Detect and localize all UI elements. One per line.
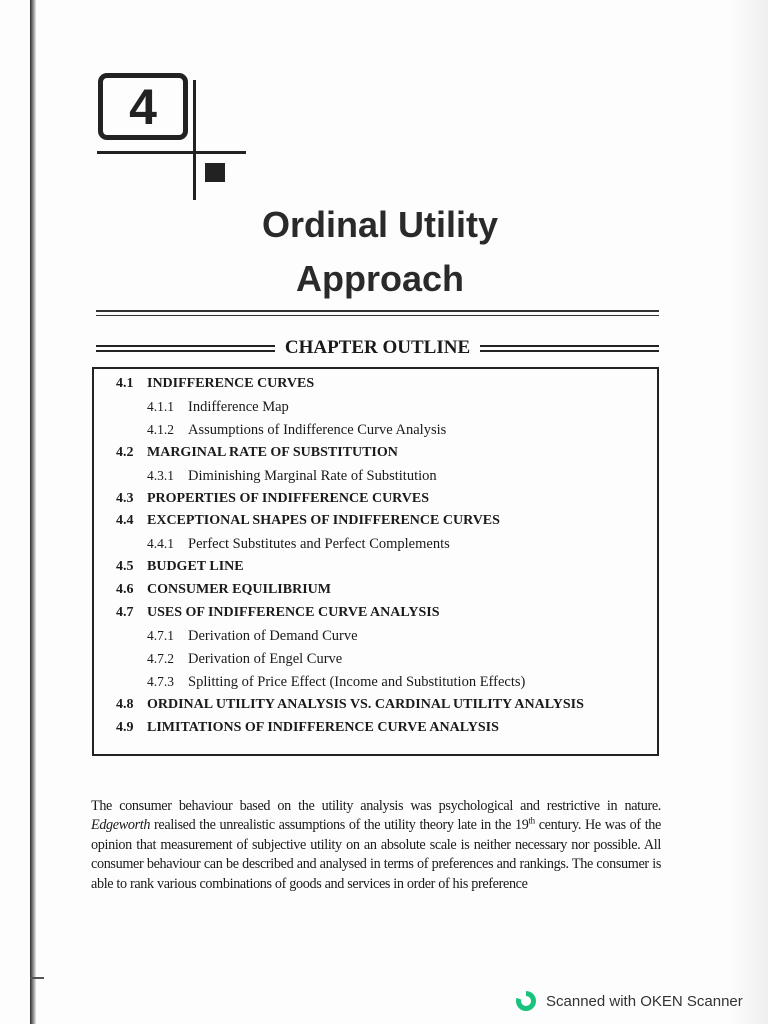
chapter-outline-heading: CHAPTER OUTLINE xyxy=(284,337,471,358)
outline-item-number: 4.5 xyxy=(116,559,134,575)
scan-shadow xyxy=(728,0,768,1024)
outline-subsection-item xyxy=(94,536,654,559)
chapter-mark-square xyxy=(205,163,225,182)
outline-subsection-item xyxy=(94,468,654,491)
outline-item-number: 4.3.1 xyxy=(147,467,174,483)
outline-item-label: LIMITATIONS OF INDIFFERENCE CURVE ANALYSIS xyxy=(147,719,499,735)
century-ordinal-suffix: th xyxy=(528,815,535,826)
header-rule-right xyxy=(480,345,659,352)
outline-item-label: ORDINAL UTILITY ANALYSIS VS. CARDINAL UTILITY ANALYSIS xyxy=(147,696,584,712)
intro-sentence-1: The consumer behaviour based on the utility analysis was psychological and restrictive in nature. xyxy=(91,798,661,814)
outline-item-label: CONSUMER EQUILIBRIUM xyxy=(147,582,331,598)
outline-section-item xyxy=(94,513,654,536)
chapter-title-line-1: Ordinal Utility xyxy=(261,204,499,245)
outline-item-label: INDIFFERENCE CURVES xyxy=(147,376,315,391)
outline-item-number: 4.1.2 xyxy=(147,421,174,437)
scanner-watermark-text: Scanned with OKEN Scanner xyxy=(546,992,743,1010)
chapter-mark-vertical-line xyxy=(193,80,196,200)
outline-item-number: 4.6 xyxy=(116,582,134,598)
outline-item-label: MARGINAL RATE OF SUBSTITUTION xyxy=(147,444,398,460)
chapter-outline-header xyxy=(96,336,659,360)
outline-item-number: 4.1 xyxy=(116,376,134,391)
chapter-number: 4 xyxy=(129,78,157,135)
oken-scanner-logo-icon xyxy=(516,991,536,1011)
outline-section-item xyxy=(94,445,654,468)
outline-item-number: 4.7.3 xyxy=(147,673,174,689)
outline-section-item xyxy=(94,697,654,720)
outline-subsection-item xyxy=(94,422,654,445)
outline-section-item xyxy=(94,720,654,743)
outline-item-number: 4.7.1 xyxy=(147,627,174,643)
outline-item-label: Perfect Substitutes and Perfect Complements xyxy=(188,536,450,553)
header-rule-left xyxy=(96,345,275,352)
outline-item-label: Splitting of Price Effect (Income and Substitution Effects) xyxy=(188,673,526,690)
outline-item-number: 4.9 xyxy=(116,719,134,735)
chapter-title-line-2: Approach xyxy=(295,258,464,299)
outline-item-label: Diminishing Marginal Rate of Substitution xyxy=(188,467,437,484)
scanner-watermark xyxy=(516,990,743,1012)
outline-item-number: 4.8 xyxy=(116,696,134,712)
outline-section-item xyxy=(94,605,654,628)
outline-item-label: USES OF INDIFFERENCE CURVE ANALYSIS xyxy=(147,605,440,620)
chapter-number-box xyxy=(98,73,188,140)
outline-item-label: Assumptions of Indifference Curve Analysis xyxy=(188,421,447,438)
intro-sentence-2a: realised the unrealistic assumptions of the utility theory late in the 19 xyxy=(154,817,529,834)
outline-item-label: Indifference Map xyxy=(188,398,289,415)
outline-item-number: 4.7.2 xyxy=(147,650,174,666)
chapter-outline-box xyxy=(92,367,659,756)
outline-subsection-item xyxy=(94,399,654,422)
intro-paragraph xyxy=(91,797,661,894)
intro-sentence-2b: century. He was of the opinion that measurement of subjective utility on an absolute scale is neither necessary nor possible. All consumer behaviour can be described and analysed in terms of preferences and rankings. The consumer is able to rank various combinations of goods and services in order of his preference xyxy=(91,817,661,892)
outline-item-number: 4.1.1 xyxy=(147,398,174,414)
page-corner-mark xyxy=(30,977,44,979)
outline-subsection-item xyxy=(94,628,654,651)
intro-author-name: Edgeworth xyxy=(91,817,151,834)
outline-item-number: 4.4.1 xyxy=(147,536,174,552)
outline-item-label: EXCEPTIONAL SHAPES OF INDIFFERENCE CURVES xyxy=(147,513,500,529)
chapter-title xyxy=(200,198,560,306)
scan-page-edge xyxy=(30,0,36,1024)
outline-item-number: 4.2 xyxy=(116,444,134,460)
outline-item-label: PROPERTIES OF INDIFFERENCE CURVES xyxy=(147,490,430,506)
outline-item-label: Derivation of Demand Curve xyxy=(188,627,358,644)
outline-item-number: 4.4 xyxy=(116,513,134,529)
outline-subsection-item xyxy=(94,674,654,697)
outline-item-number: 4.7 xyxy=(116,605,134,620)
outline-section-item xyxy=(94,559,654,582)
chapter-mark-horizontal-line xyxy=(97,151,246,154)
outline-subsection-item xyxy=(94,651,654,674)
outline-item-number: 4.3 xyxy=(116,490,134,506)
outline-item-label: BUDGET LINE xyxy=(147,559,244,575)
title-divider-rule xyxy=(96,310,659,316)
outline-section-item xyxy=(94,582,654,605)
outline-section-item xyxy=(94,491,654,514)
outline-section-item xyxy=(94,376,654,399)
outline-item-label: Derivation of Engel Curve xyxy=(188,650,343,667)
